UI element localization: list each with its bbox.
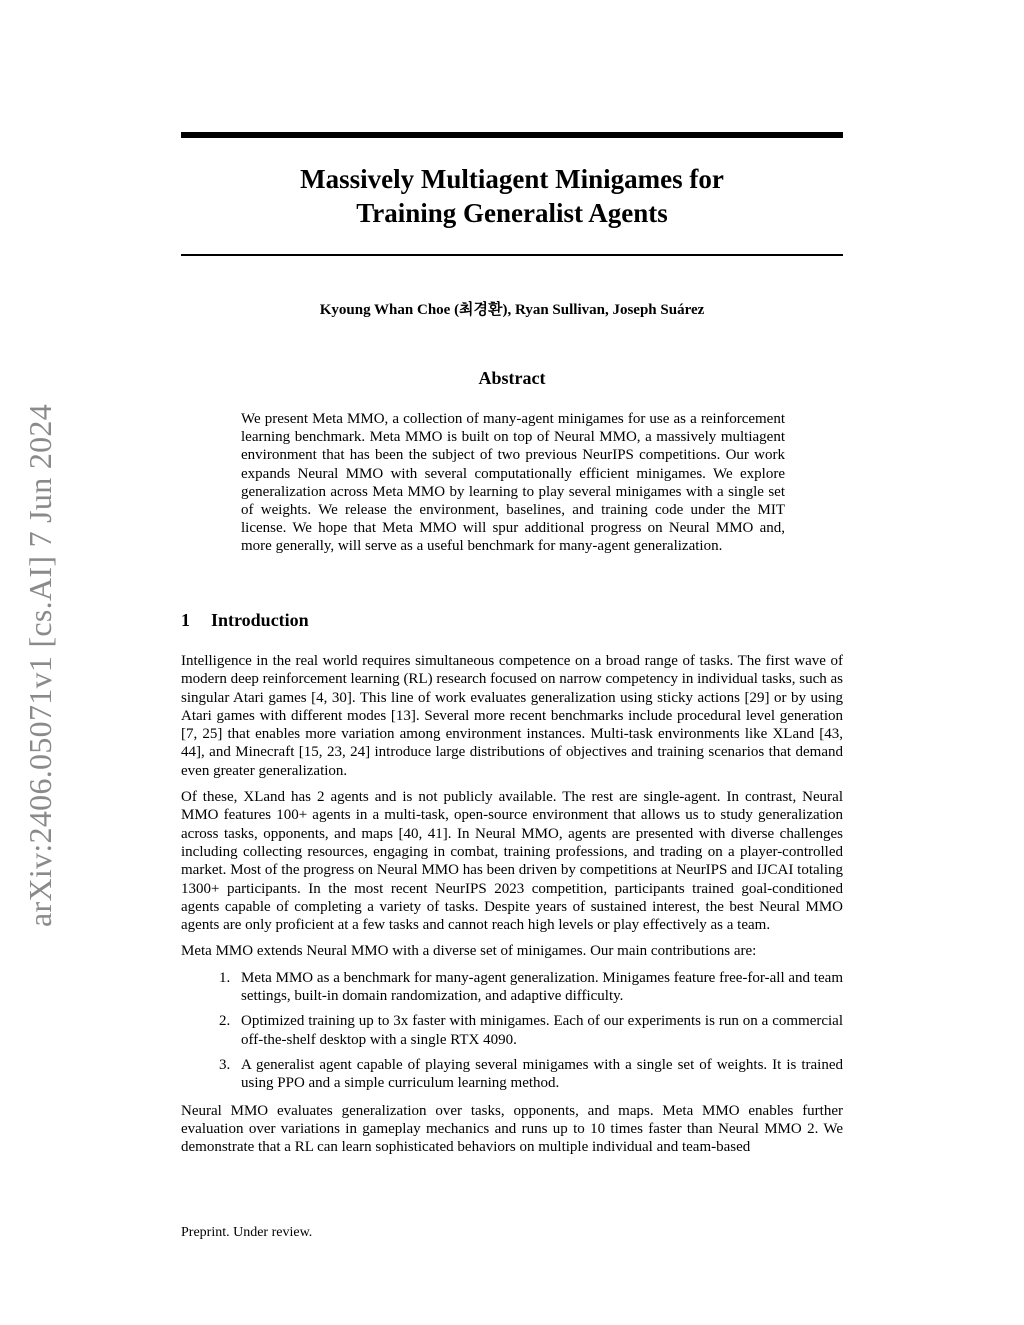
paragraph: Of these, XLand has 2 agents and is not publicly available. The rest are single-agent. In contrast, Neural MMO features 100+ agents in a multi-task, open-source environment that allows us to study generalization across tasks, opponents, and maps [40, 41]. In Neural MMO, agents are presented with diverse challenges including collecting resources, engaging in combat, training professions, and trading on a player-controlled market. Most of the progress on Neural MMO has been driven by competitions at NeurIPS and IJCAI totaling 1300+ participants. In the most recent NeurIPS 2023 competition, participants trained goal-conditioned agents capable of completing a variety of tasks. Despite years of sustained interest, the best Neural MMO agents are only proficient at a few tasks and cannot reach high levels or play effectively as a team. [181,789,843,934]
list-marker: 2. [219,1013,231,1030]
title-line-2: Training Generalist Agents [356,198,668,228]
preprint-footer: Preprint. Under review. [181,1225,313,1240]
abstract-text: We present Meta MMO, a collection of many-agent minigames for use as a reinforcement learning benchmark. Meta MMO is built on top of Neural MMO, a massively multiagent environment that has been the subject of two previous NeurIPS competitions. Our work expands Neural MMO with several computationally efficient minigames. We explore generalization across Meta MMO by learning to play several minigames with a single set of weights. We release the environment, baselines, and training code under the MIT license. We hope that Meta MMO will spur additional progress on Neural MMO and, more generally, will serve as a useful benchmark for many-agent generalization. [241,411,785,555]
list-item [181,1056,843,1093]
title-bottom-rule [181,254,843,256]
list-item-text: Meta MMO as a benchmark for many-agent generalization. Minigames feature free-for-all and team settings, built-in domain randomization, and adaptive difficulty. [241,969,843,1005]
introduction-body [181,652,843,1164]
paper-title [181,162,843,230]
contributions-list [181,969,843,1093]
arxiv-side-stamp: arXiv:2406.05071v1 [cs.AI] 7 Jun 2024 [22,403,58,927]
list-item-text: Optimized training up to 3x faster with minigames. Each of our experiments is run on a commercial off-the-shelf desktop with a single RTX 4090. [241,1013,843,1048]
paragraph: Neural MMO evaluates generalization over tasks, opponents, and maps. Meta MMO enables further evaluation over variations in gameplay mechanics and runs up to 10 times faster than Neural MMO 2. We demonstrate that a RL can learn sophisticated behaviors on multiple individual and team-based [181,1102,843,1156]
abstract-heading: Abstract [478,368,546,388]
paragraph: Intelligence in the real world requires simultaneous competence on a broad range of tasks. The first wave of modern deep reinforcement learning (RL) research focused on narrow competency in individual tasks, such as singular Atari games [4, 30]. This line of work evaluates generalization using sticky actions [29] or by using Atari games with different modes [13]. Several more recent benchmarks include procedural level generation [7, 25] that enables more variation among environment instances. Multi-task environments like XLand [43, 44], and Minecraft [15, 23, 24] introduce large distributions of objectives and training scenarios that demand even greater generalization. [181,653,843,779]
list-marker: 3. [219,1056,231,1073]
author-list: Kyoung Whan Choe (최경환), Ryan Sullivan, Joseph Suárez [319,302,705,318]
section-heading-introduction [181,608,843,632]
section-title: Introduction [211,610,309,630]
list-item [181,1012,843,1049]
list-item [181,969,843,1006]
section-number: 1 [181,610,190,630]
list-item-text: A generalist agent capable of playing several minigames with a single set of weights. It is trained using PPO and a simple curriculum learning method. [241,1056,843,1092]
paragraph: Meta MMO extends Neural MMO with a diverse set of minigames. Our main contributions are: [181,943,757,960]
list-marker: 1. [219,969,231,986]
title-top-rule [181,132,843,138]
title-line-1: Massively Multiagent Minigames for [300,164,724,194]
